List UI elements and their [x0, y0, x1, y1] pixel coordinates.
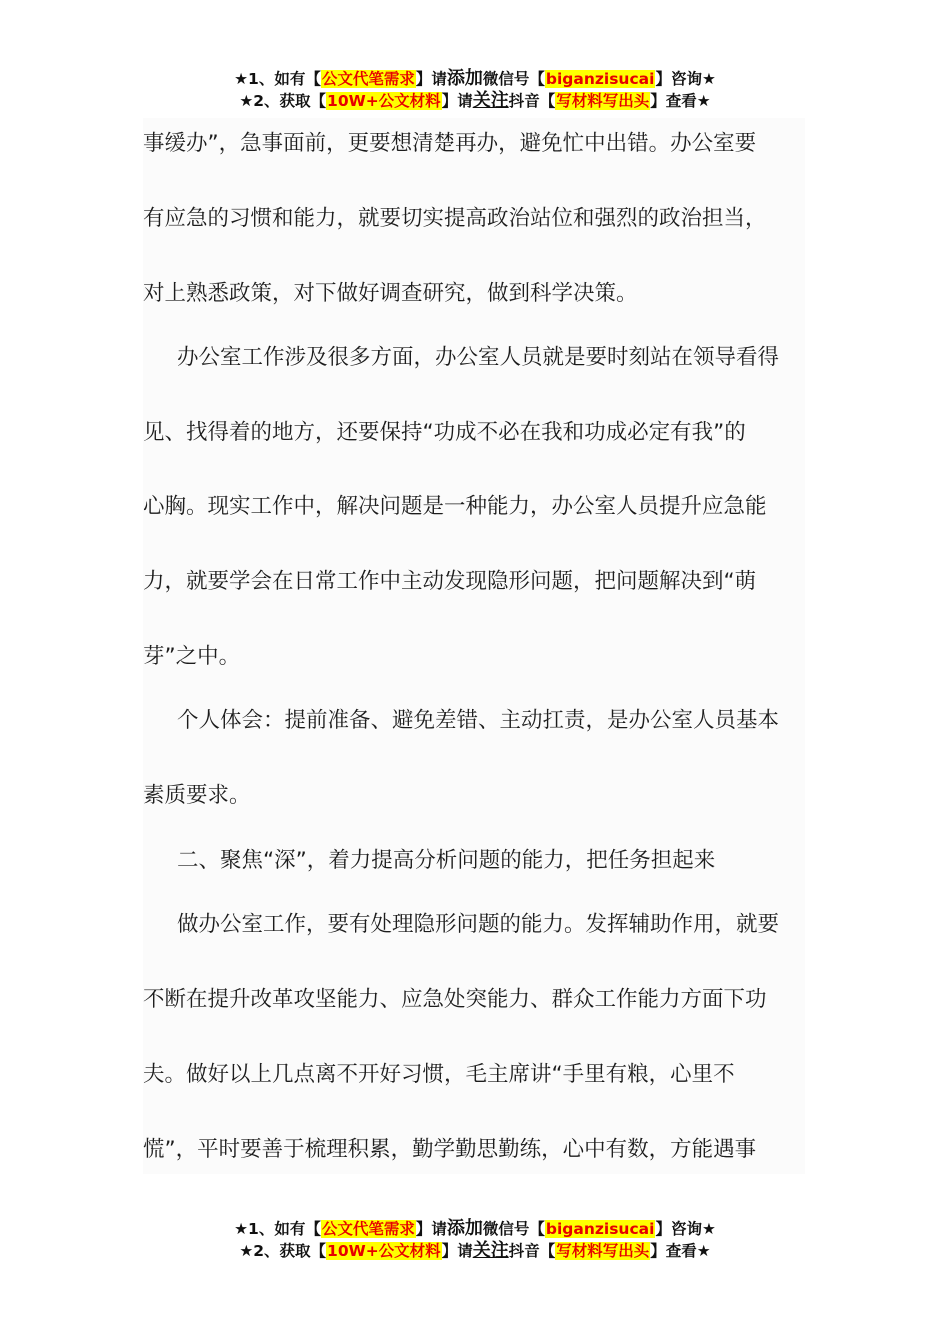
banner-text: ★2、获取【: [239, 92, 327, 110]
banner-text: 】请: [415, 1220, 447, 1238]
banner-text: 】咨询★: [655, 70, 716, 88]
banner-line-1: [0, 1218, 950, 1240]
banner-text: 抖音【: [508, 92, 556, 110]
banner-highlight: 公文代笔需求: [321, 70, 415, 88]
document-body-area: [143, 118, 805, 1174]
body-line: 素质要求。: [143, 783, 251, 808]
banner-text: ★1、如有【: [234, 1220, 321, 1238]
banner-text: 】请: [441, 1242, 473, 1260]
douyin-highlight: 写材料写出头: [556, 1242, 650, 1260]
banner-text: 】查看★: [650, 1242, 711, 1260]
banner-line-2: [0, 90, 950, 112]
banner-text: 】咨询★: [655, 1220, 716, 1238]
banner-text: 】请: [415, 70, 447, 88]
body-line: 对上熟悉政策，对下做好调查研究，做到科学决策。: [143, 281, 638, 306]
banner-text: 抖音【: [508, 1242, 556, 1260]
banner-emphasis: 添加: [446, 1218, 483, 1239]
body-line: 见、找得着的地方，还要保持“功成不必在我和功成必定有我”的: [143, 420, 746, 445]
banner-text: 】查看★: [650, 92, 711, 110]
body-line: 慌”，平时要善于梳理积累，勤学勤思勤练，心中有数，方能遇事: [143, 1137, 757, 1162]
banner-emphasis: 关注: [472, 1240, 509, 1261]
body-line: 不断在提升改革攻坚能力、应急处突能力、群众工作能力方面下功: [143, 987, 767, 1012]
banner-emphasis: 关注: [472, 90, 509, 111]
banner-text: ★1、如有【: [234, 70, 321, 88]
section-heading: 二、聚焦“深”，着力提高分析问题的能力，把任务担起来: [177, 848, 716, 873]
banner-text: ★2、获取【: [239, 1242, 327, 1260]
banner-highlight: 10W+公文材料: [327, 1242, 441, 1260]
body-line: 芽”之中。: [143, 644, 241, 669]
body-line: 力，就要学会在日常工作中主动发现隐形问题，把问题解决到“萌: [143, 569, 757, 594]
banner-text: 微信号【: [482, 70, 545, 88]
banner-line-1: [0, 68, 950, 90]
paragraph-first-line: 做办公室工作，要有处理隐形问题的能力。发挥辅助作用，就要: [177, 912, 780, 937]
douyin-highlight: 写材料写出头: [556, 92, 650, 110]
body-line: 心胸。现实工作中，解决问题是一种能力，办公室人员提升应急能: [143, 494, 767, 519]
banner-text: 微信号【: [482, 1220, 545, 1238]
banner-line-2: [0, 1240, 950, 1262]
paragraph-first-line: 办公室工作涉及很多方面，办公室人员就是要时刻站在领导看得: [177, 345, 780, 370]
header-banner-top: [0, 68, 950, 112]
banner-text: 】请: [441, 92, 473, 110]
body-line: 事缓办”，急事面前，更要想清楚再办，避免忙中出错。办公室要: [143, 131, 757, 156]
banner-emphasis: 添加: [446, 68, 483, 89]
wechat-id-highlight: biganzisucai: [545, 1220, 655, 1238]
body-line: 夫。做好以上几点离不开好习惯，毛主席讲“手里有粮，心里不: [143, 1062, 735, 1087]
body-line: 有应急的习惯和能力，就要切实提高政治站位和强烈的政治担当，: [143, 206, 767, 231]
wechat-id-highlight: biganzisucai: [545, 70, 655, 88]
banner-highlight: 公文代笔需求: [321, 1220, 415, 1238]
header-banner-bottom: [0, 1218, 950, 1262]
banner-highlight: 10W+公文材料: [327, 92, 441, 110]
paragraph-first-line: 个人体会：提前准备、避免差错、主动扛责，是办公室人员基本: [177, 708, 780, 733]
